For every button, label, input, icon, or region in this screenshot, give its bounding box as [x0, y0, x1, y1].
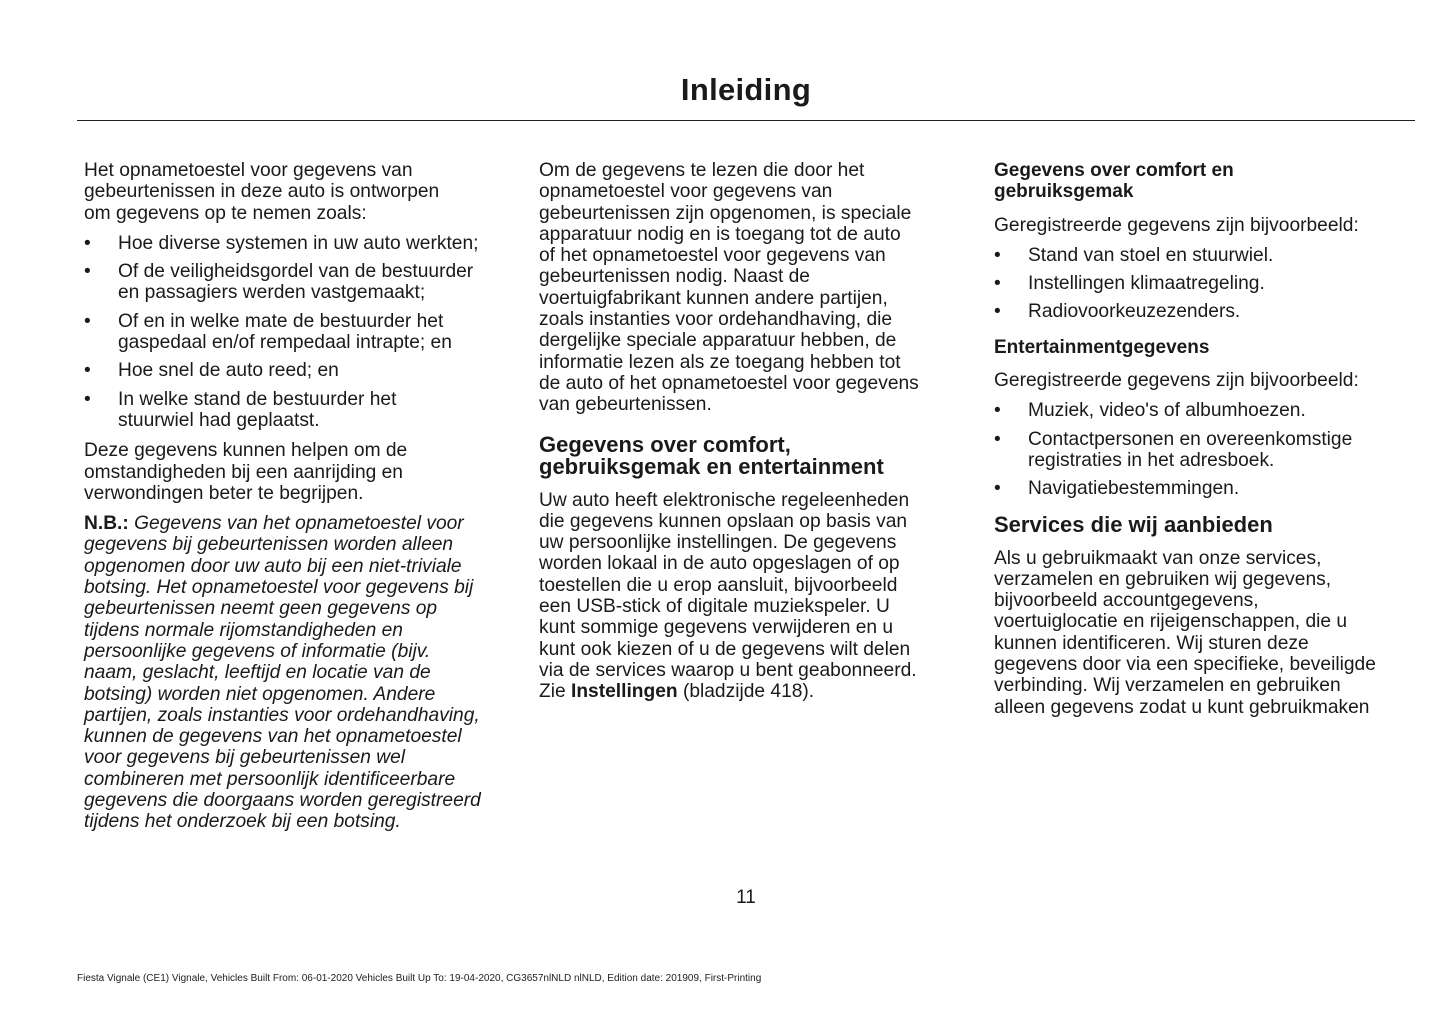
paragraph: Om de gegevens te lezen die door het opnametoestel voor gegevens van gebeurtenissen zijn opgenomen, is speciale apparatuur nodig en is toegang tot de auto of het opnametoestel voor gegevens van gebeurtenissen nodig. Naast de voertuigfabrikant kunnen andere partijen, zoals instanties voor ordehandhaving, die dergelijke speciale apparatuur hebben, de informatie lezen als ze toegang hebben tot de auto of het opnametoestel voor gegevens van gebeurtenissen. — [539, 160, 919, 416]
bullet-icon: • — [84, 360, 91, 382]
header-rule — [77, 120, 1415, 121]
list-item: • In welke stand de bestuurder het stuurwiel had geplaatst. — [84, 388, 397, 431]
section-heading: Gegevens over comfort, gebruiksgemak en entertainment — [539, 431, 884, 479]
list-item: • Stand van stoel en stuurwiel. — [994, 244, 1274, 266]
bullet-icon: • — [84, 261, 91, 283]
bullet-icon: • — [994, 478, 1001, 500]
column-3 — [994, 160, 1434, 727]
bullet-icon: • — [994, 273, 1001, 295]
bullet-icon: • — [994, 301, 1001, 323]
bullet-icon: • — [84, 388, 91, 410]
subheading: Gegevens over comfort en gebruiksgemak — [994, 160, 1234, 203]
list-item: • Contactpersonen en overeenkomstige registraties in het adresboek. — [994, 428, 1353, 471]
page-number: 11 — [736, 887, 756, 908]
list-item: • Hoe diverse systemen in uw auto werkten; — [84, 232, 479, 254]
list-item: • Instellingen klimaatregeling. — [994, 273, 1265, 295]
bullet-icon: • — [994, 244, 1001, 266]
list-item: • Hoe snel de auto reed; en — [84, 360, 339, 382]
bullet-icon: • — [994, 428, 1001, 450]
bullet-icon: • — [84, 310, 91, 332]
list-item: • Navigatiebestemmingen. — [994, 478, 1240, 500]
settings-link[interactable]: Instellingen — [571, 681, 678, 703]
bullet-icon: • — [994, 400, 1001, 422]
bullet-list — [994, 400, 1434, 499]
list-item: • Of en in welke mate de bestuurder het gaspedaal en/of rempedaal intrapte; en — [84, 310, 452, 354]
note — [84, 513, 524, 832]
section-heading: Services die wij aanbieden — [994, 511, 1273, 537]
note-text: Gegevens van het opnametoestel voor gegevens bij gebeurtenissen worden alleen opgenomen door uw auto bij een niet-triviale botsing. Het opnametoestel voor gegevens bij gebeurtenissen neemt geen gegevens op tijdens normale rijomstandigheden en persoonlijke gegevens of informatie (bijv. naam, geslacht, leeftijd en locatie van de botsing) worden niet opgenomen. Andere partijen, zoals instanties voor ordehandhaving, kunnen de gegevens van het opnametoestel voor gegevens bij gebeurtenissen wel combineren met persoonlijk identificeerbare gegevens die doorgaans worden geregistreerd tijdens het onderzoek bij een botsing. — [84, 513, 481, 833]
paragraph: Als u gebruikmaakt van onze services, verzamelen en gebruiken wij gegevens, bijvoorbeeld accountgegevens, voertuiglocatie en rijeigenschappen, die u kunnen identificeren. Wij sturen deze gegevens door via een specifieke, beveiligde verbinding. Wij verzamelen en gebruiken alleen gegevens zodat u kunt gebruikmaken — [994, 547, 1376, 718]
subheading: Entertainmentgegevens — [994, 336, 1210, 358]
bullet-icon: • — [84, 232, 91, 254]
note-label: N.B.: — [84, 513, 129, 535]
intro-paragraph: Het opnametoestel voor gegevens van gebeurtenissen in deze auto is ontworpen om gegevens op te nemen zoals: — [84, 160, 440, 224]
page-title: Inleiding — [680, 72, 812, 107]
bullet-list — [994, 245, 1434, 323]
list-item: • Radiovoorkeuzezenders. — [994, 301, 1241, 323]
column-2 — [539, 160, 979, 712]
paragraph: Deze gegevens kunnen helpen om de omstandigheden bij een aanrijding en verwondingen beter te begrijpen. — [84, 440, 408, 504]
bullet-list — [84, 233, 524, 431]
paragraph: Uw auto heeft elektronische regeleenheden die gegevens kunnen opslaan op basis van uw persoonlijke instellingen. De gegevens worden lokaal in de auto opgeslagen of op toestellen die u erop aansluit, bijvoorbeeld een USB-stick of digitale muziekspeler. U kunt sommige gegevens verwijderen en u kunt ook kiezen of u de gegevens wilt delen via de services waarop u bent geabonneerd. Zie Instellingen (bladzijde 418). — [539, 489, 917, 703]
footer-text: Fiesta Vignale (CE1) Vignale, Vehicles Built From: 06-01-2020 Vehicles Built Up To: 19-04-2020, CG3657nlNLD nlNLD, Edition date: 201909, First-Printing — [77, 973, 762, 984]
column-1 — [84, 160, 524, 842]
list-item: • Of de veiligheidsgordel van de bestuurder en passagiers werden vastgemaakt; — [84, 261, 474, 304]
paragraph: Geregistreerde gegevens zijn bijvoorbeeld: — [994, 370, 1359, 392]
list-item: • Muziek, video's of albumhoezen. — [994, 400, 1306, 422]
paragraph: Geregistreerde gegevens zijn bijvoorbeeld: — [994, 214, 1359, 236]
